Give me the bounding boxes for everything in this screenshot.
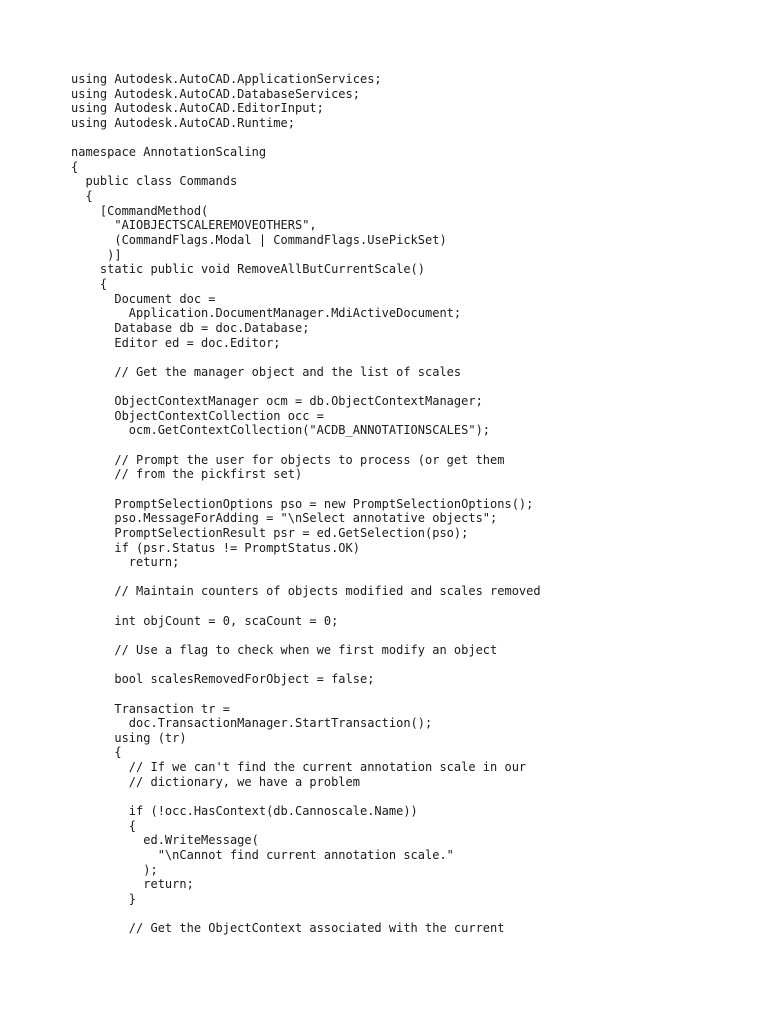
code-line: "AIOBJECTSCALEREMOVEOTHERS", <box>71 218 317 233</box>
code-line: bool scalesRemovedForObject = false; <box>71 672 375 687</box>
code-line <box>71 658 751 673</box>
code-line: return; <box>71 877 194 892</box>
code-line <box>71 350 751 365</box>
code-line: using Autodesk.AutoCAD.EditorInput; <box>71 101 324 116</box>
code-line: Application.DocumentManager.MdiActiveDocument; <box>71 306 462 321</box>
code-line: pso.MessageForAdding = "\nSelect annotative objects"; <box>71 511 498 526</box>
code-line: // Use a flag to check when we first modify an object <box>71 642 498 657</box>
code-line <box>71 438 751 453</box>
code-line: using Autodesk.AutoCAD.Runtime; <box>71 115 295 130</box>
code-line <box>71 687 751 702</box>
code-line: using (tr) <box>71 730 187 745</box>
code-line: )] <box>71 247 122 262</box>
code-line <box>71 570 751 585</box>
code-line: [CommandMethod( <box>71 203 209 218</box>
code-line: namespace AnnotationScaling <box>71 145 267 160</box>
code-line: { <box>71 745 122 760</box>
code-line: int objCount = 0, scaCount = 0; <box>71 613 339 628</box>
code-line <box>71 599 751 614</box>
code-line <box>71 789 751 804</box>
code-line: Document doc = <box>71 291 216 306</box>
code-line: "\nCannot find current annotation scale." <box>71 847 454 862</box>
code-line <box>71 482 751 497</box>
code-line: if (psr.Status != PromptStatus.OK) <box>71 540 360 555</box>
code-line: Database db = doc.Database; <box>71 320 310 335</box>
code-line: // Prompt the user for objects to process (or get them <box>71 452 505 467</box>
code-line: ocm.GetContextCollection("ACDB_ANNOTATIONSCALES"); <box>71 423 491 438</box>
code-line: { <box>71 159 79 174</box>
code-line: using Autodesk.AutoCAD.ApplicationServices; <box>71 72 382 86</box>
code-line <box>71 131 751 146</box>
code-line: (CommandFlags.Modal | CommandFlags.UsePickSet) <box>71 233 447 248</box>
code-line: } <box>71 891 137 906</box>
code-line: // dictionary, we have a problem <box>71 774 360 789</box>
code-line: ObjectContextManager ocm = db.ObjectContextManager; <box>71 394 483 409</box>
code-line: { <box>71 189 93 204</box>
code-line: return; <box>71 555 180 570</box>
code-line: PromptSelectionResult psr = ed.GetSelection(pso); <box>71 525 469 540</box>
code-line: { <box>71 276 108 291</box>
code-line: ed.WriteMessage( <box>71 833 259 848</box>
code-line: // Get the manager object and the list of scales <box>71 364 462 379</box>
code-line: // If we can't find the current annotation scale in our <box>71 760 527 775</box>
code-line <box>71 907 751 922</box>
code-line: Transaction tr = <box>71 701 230 716</box>
code-line: doc.TransactionManager.StartTransaction(); <box>71 716 433 731</box>
code-line: { <box>71 818 137 833</box>
code-line: PromptSelectionOptions pso = new PromptSelectionOptions(); <box>71 496 534 511</box>
code-line: Editor ed = doc.Editor; <box>71 335 281 350</box>
code-line <box>71 379 751 394</box>
code-line: if (!occ.HasContext(db.Cannoscale.Name)) <box>71 804 418 819</box>
code-line: using Autodesk.AutoCAD.DatabaseServices; <box>71 86 360 101</box>
code-line: static public void RemoveAllButCurrentScale() <box>71 262 426 277</box>
code-line: public class Commands <box>71 174 238 189</box>
code-line: // from the pickfirst set) <box>71 467 303 482</box>
code-line: ); <box>71 862 158 877</box>
code-listing <box>71 72 751 936</box>
code-line: // Get the ObjectContext associated with the current <box>71 921 505 936</box>
code-line <box>71 628 751 643</box>
code-line: // Maintain counters of objects modified and scales removed <box>71 584 541 599</box>
code-line: ObjectContextCollection occ = <box>71 408 324 423</box>
